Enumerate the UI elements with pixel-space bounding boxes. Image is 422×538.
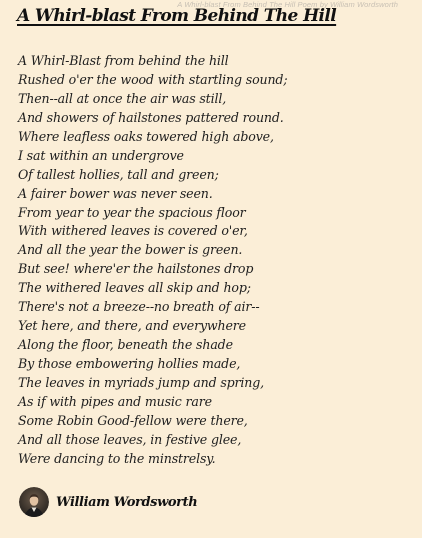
author-portrait-icon (19, 487, 49, 517)
poem-line: Where leafless oaks towered high above, (18, 128, 274, 144)
poem-line: As if with pipes and music rare (18, 393, 212, 409)
poem-line: Some Robin Good-fellow were there, (18, 412, 248, 428)
poem-line: By those embowering hollies made, (18, 356, 241, 371)
poem-body (18, 52, 287, 469)
poem-line: From year to year the spacious floor (18, 204, 246, 220)
author-avatar[interactable] (19, 487, 49, 517)
poem-line: The withered leaves all skip and hop; (18, 280, 251, 296)
poem-title: A Whirl-blast From Behind The Hill (17, 6, 337, 26)
watermark: A Whirl-blast From Behind The Hill Poem by William Wordsworth (177, 0, 398, 9)
poem-line: And all those leaves, in festive glee, (18, 431, 242, 447)
poem-line: And showers of hailstones pattered round. (18, 109, 284, 125)
poem-line: With withered leaves is covered o'er, (18, 223, 248, 239)
poem-line: Yet here, and there, and everywhere (18, 318, 246, 334)
poem-line: Then--all at once the air was still, (18, 90, 227, 106)
author-name[interactable]: William Wordsworth (56, 494, 198, 510)
poem-line: But see! where'er the hailstones drop (18, 261, 254, 277)
poem-line: Rushed o'er the wood with startling sound; (18, 71, 288, 87)
poem-line: The leaves in myriads jump and spring, (18, 374, 265, 390)
poem-line: There's not a breeze--no breath of air-- (18, 299, 260, 315)
poem-line: A Whirl-Blast from behind the hill (18, 53, 229, 68)
poem-line: And all the year the bower is green. (18, 242, 243, 258)
poem-line: Were dancing to the minstrelsy. (18, 450, 216, 466)
poem-line: A fairer bower was never seen. (18, 185, 213, 201)
poem-line: I sat within an undergrove (18, 147, 184, 163)
author-block[interactable] (19, 486, 197, 518)
poem-line: Of tallest hollies, tall and green; (18, 166, 219, 182)
poem-line: Along the floor, beneath the shade (18, 337, 233, 353)
